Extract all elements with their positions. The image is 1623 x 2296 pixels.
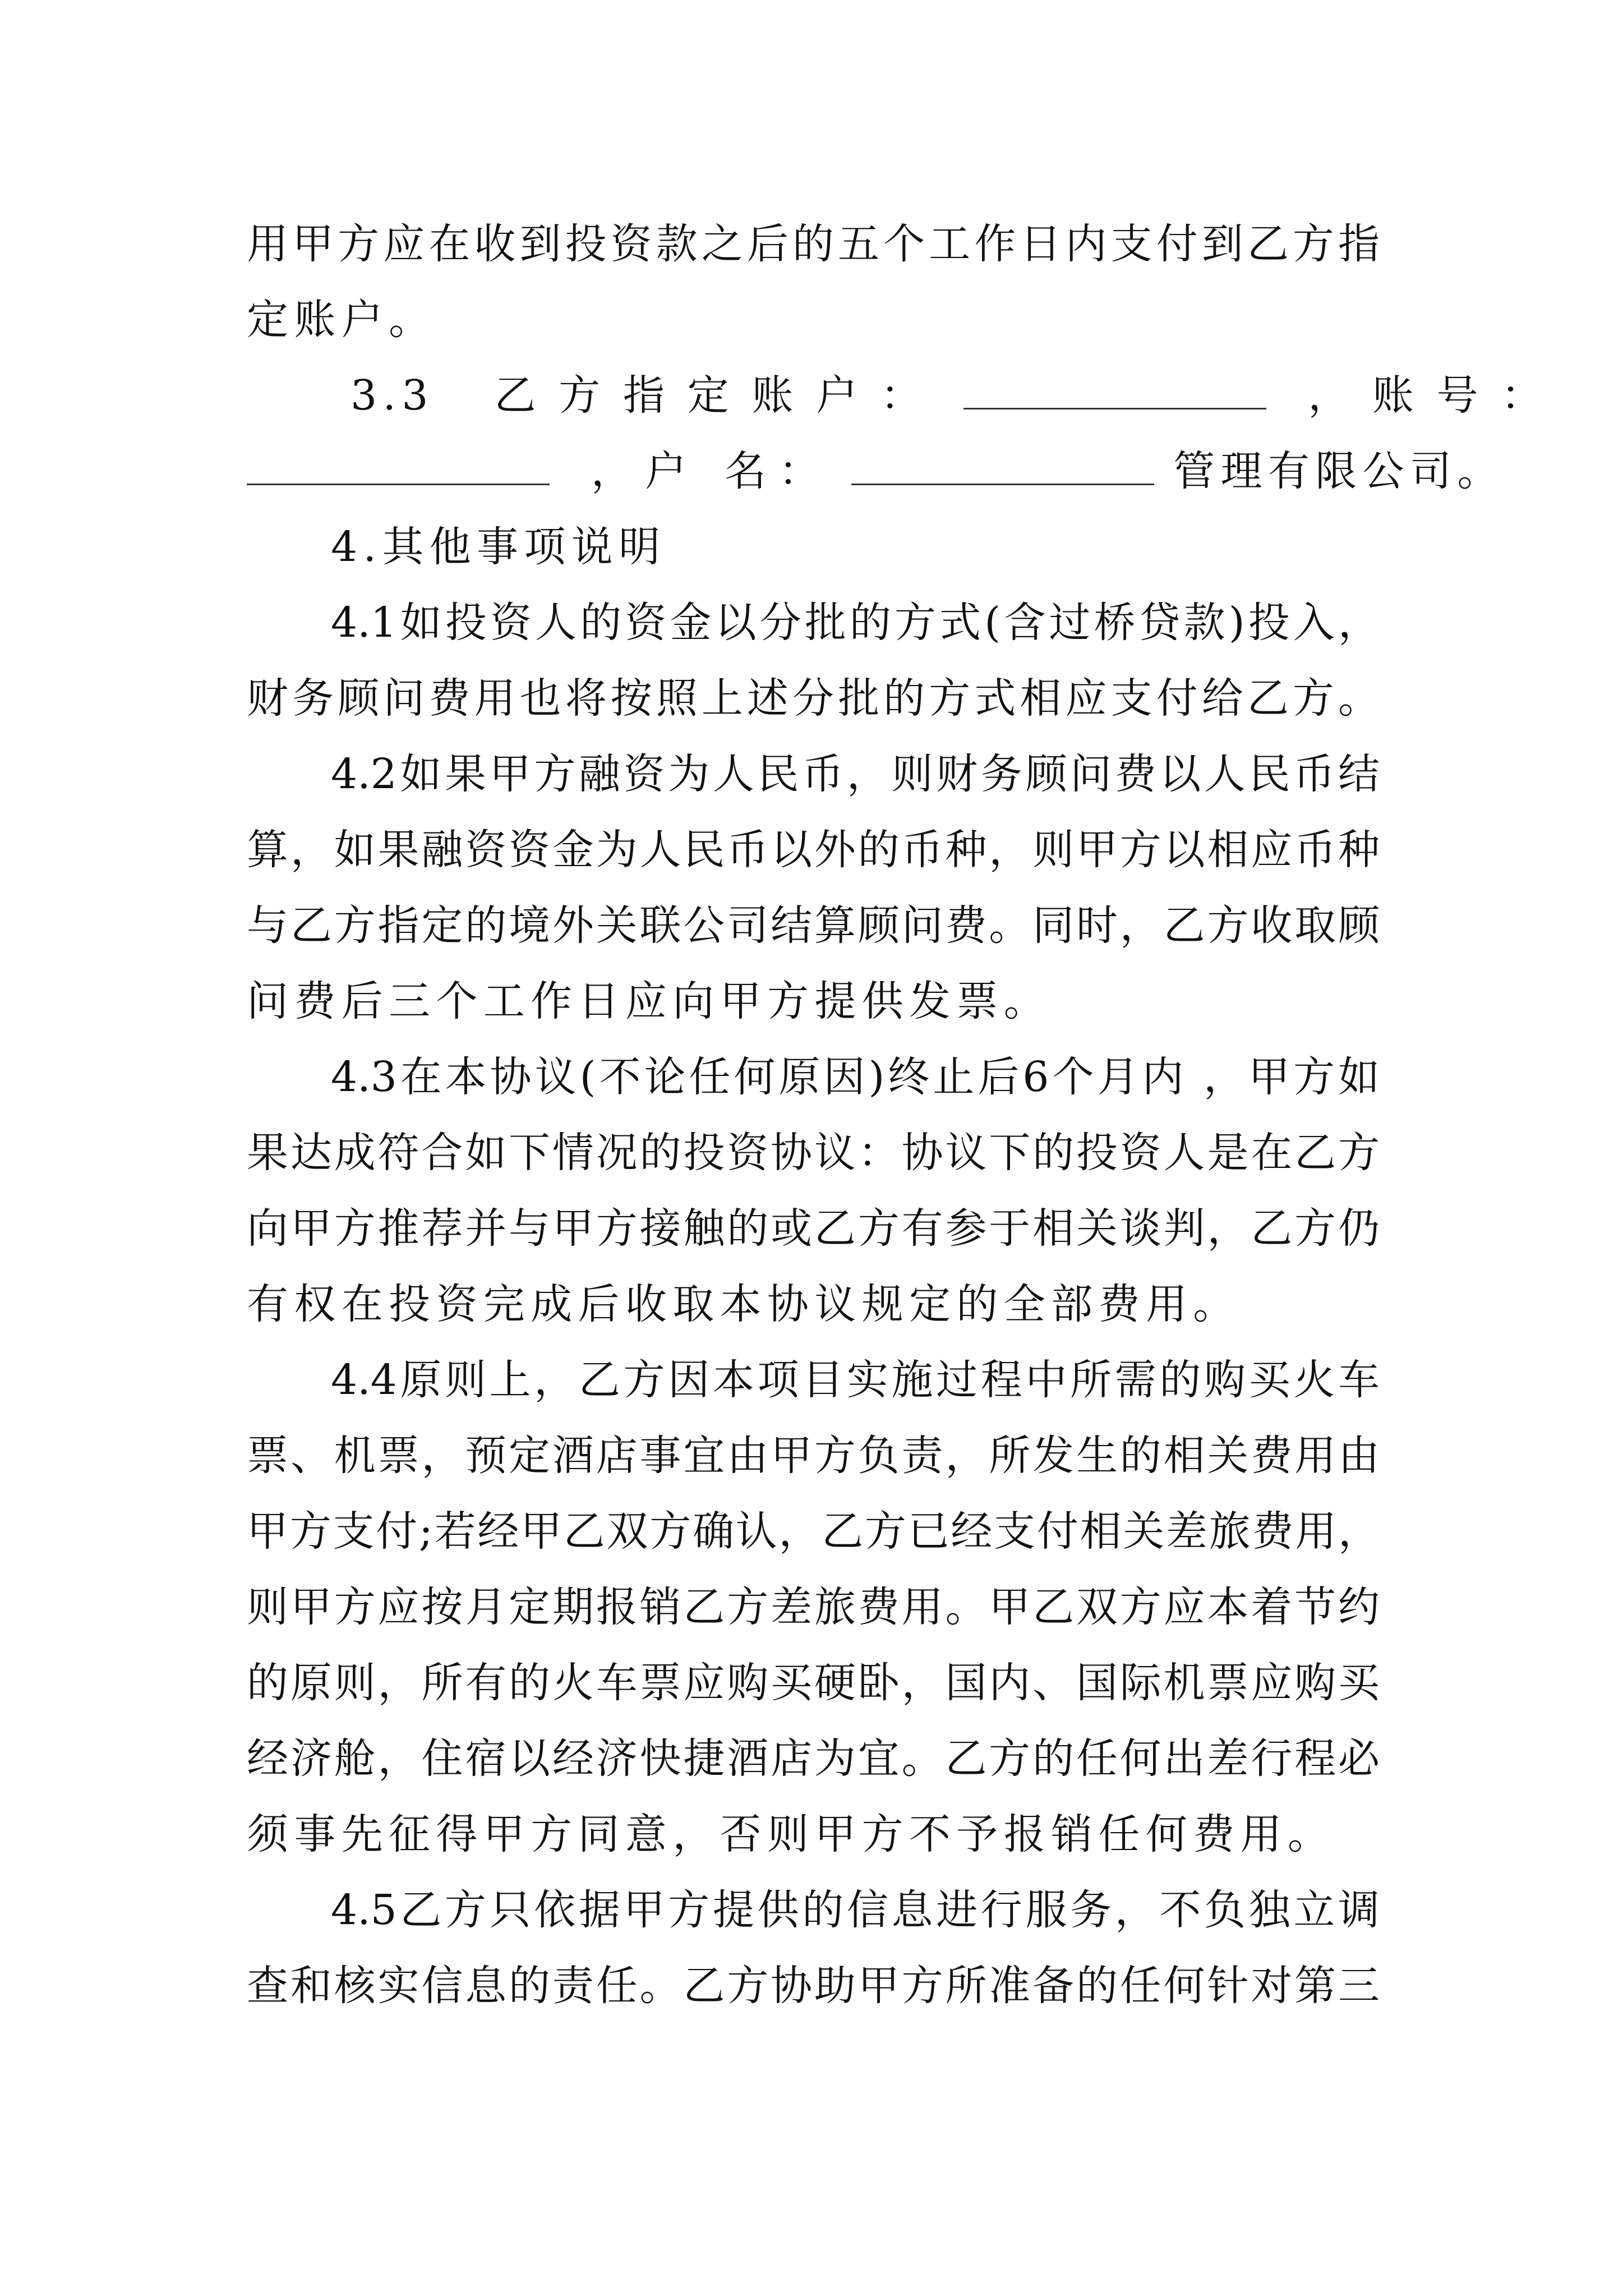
paragraph-line: 的原则，所有的火车票应购买硬卧，国内、国际机票应购买 xyxy=(247,1659,1380,1707)
paragraph-line: 4.3在本协议(不论任何原因)终止后6个月内 ，甲方如 xyxy=(331,1053,1380,1101)
section-heading: 4.其他事项说明 xyxy=(331,523,666,571)
account-label: 乙方指定账户： xyxy=(494,371,945,420)
account-number-blank xyxy=(247,448,550,485)
clause-3-3-line-1 xyxy=(351,367,1566,424)
paragraph-line: 有权在投资完成后收取本协议规定的全部费用。 xyxy=(247,1280,1241,1328)
paragraph-line: 定账户。 xyxy=(247,296,436,344)
paragraph-line: 查和核实信息的责任。乙方协助甲方所准备的任何针对第三 xyxy=(247,1962,1380,2010)
paragraph-line: 4.1如投资人的资金以分批的方式(含过桥贷款)投入， xyxy=(331,599,1380,647)
clause-3-3-line-2 xyxy=(247,443,1505,499)
paragraph-line: 4.4原则上，乙方因本项目实施过程中所需的购买火车 xyxy=(331,1356,1380,1404)
paragraph-line: 与乙方指定的境外关联公司结算顾问费。同时，乙方收取顾 xyxy=(247,901,1380,950)
account-name-label: ，户 名： xyxy=(591,447,833,495)
paragraph-line: 4.5乙方只依据甲方提供的信息进行服务，不负独立调 xyxy=(331,1886,1380,1934)
paragraph-line: 票、机票，预定酒店事宜由甲方负责，所发生的相关费用由 xyxy=(247,1432,1380,1480)
clause-number: 3.3 xyxy=(351,371,434,420)
company-suffix: 管理有限公司。 xyxy=(1173,447,1505,495)
paragraph-line: 甲方支付;若经甲乙双方确认，乙方已经支付相关差旅费用， xyxy=(247,1507,1380,1556)
paragraph-line: 向甲方推荐并与甲方接触的或乙方有参于相关谈判，乙方仍 xyxy=(247,1204,1380,1253)
account-blank xyxy=(963,372,1266,409)
account-number-label: ，账号： xyxy=(1308,371,1566,420)
paragraph-line: 4.2如果甲方融资为人民币，则财务顾问费以人民币结 xyxy=(331,750,1380,798)
paragraph-line: 算，如果融资资金为人民币以外的币种，则甲方以相应币种 xyxy=(247,826,1380,874)
paragraph-line: 须事先征得甲方同意，否则甲方不予报销任何费用。 xyxy=(247,1810,1335,1858)
account-name-blank xyxy=(851,448,1154,485)
paragraph-line: 果达成符合如下情况的投资协议：协议下的投资人是在乙方 xyxy=(247,1129,1380,1177)
paragraph-line: 财务顾问费用也将按照上述分批的方式相应支付给乙方。 xyxy=(247,674,1380,723)
paragraph-line: 则甲方应按月定期报销乙方差旅费用。甲乙双方应本着节约 xyxy=(247,1583,1380,1631)
paragraph-line: 经济舱，住宿以经济快捷酒店为宜。乙方的任何出差行程必 xyxy=(247,1734,1380,1783)
paragraph-line: 用甲方应在收到投资款之后的五个工作日内支付到乙方指 xyxy=(247,220,1380,268)
paragraph-line: 问费后三个工作日应向甲方提供发票。 xyxy=(247,977,1052,1025)
